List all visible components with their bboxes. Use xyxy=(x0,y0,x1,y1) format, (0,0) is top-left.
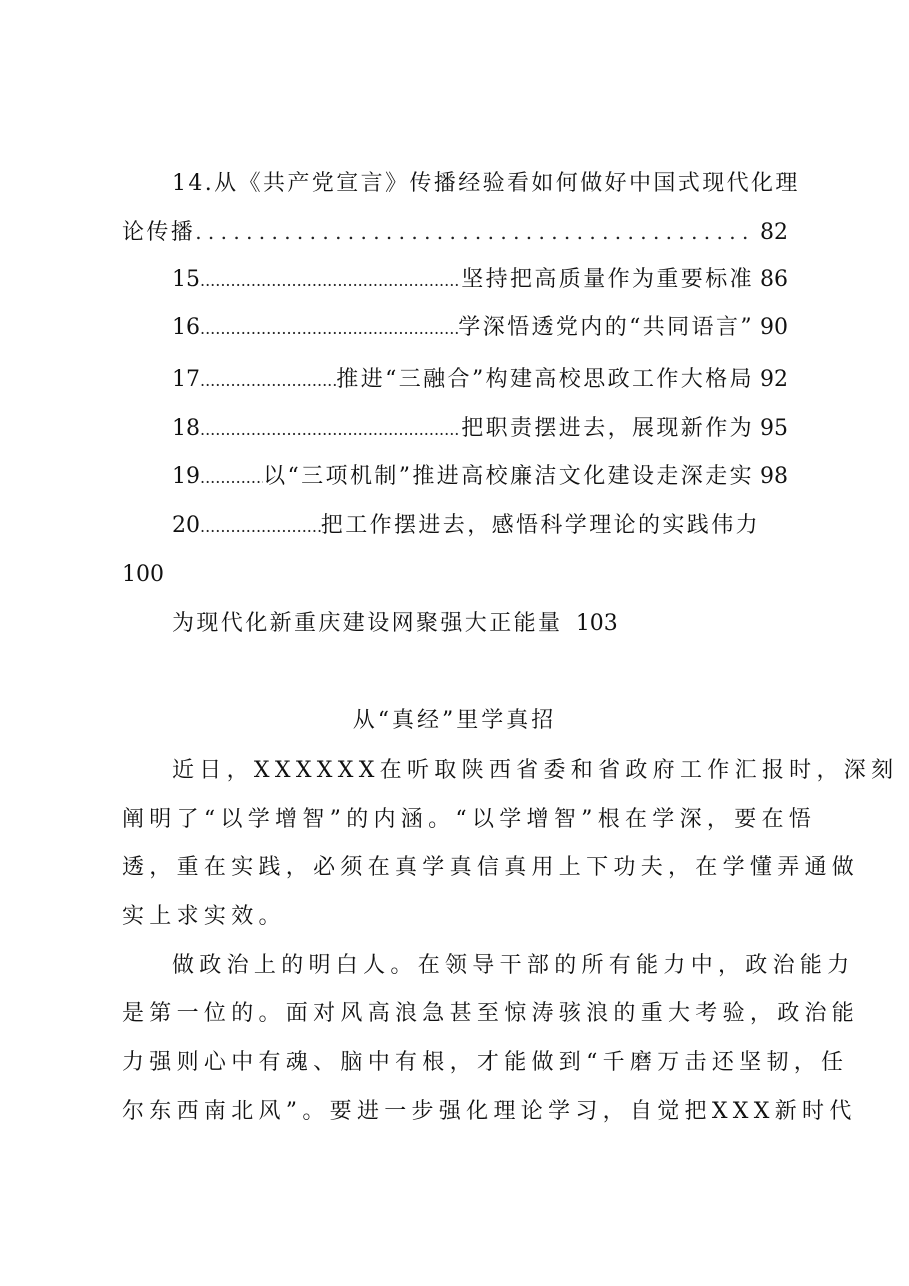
toc-leader-dots xyxy=(200,512,321,542)
toc-item-18-title: 把职责摆进去，展现新作为 xyxy=(461,416,754,441)
article-title: 从“真经”里学真招 xyxy=(352,708,557,733)
toc-item-15-page: 86 xyxy=(760,267,788,292)
toc-leader-dots xyxy=(200,366,336,396)
toc-item-21-page: 103 xyxy=(575,611,618,636)
toc-leader-dots xyxy=(200,266,461,296)
toc-item-15[interactable] xyxy=(172,265,788,296)
toc-item-19-title: 以“三项机制”推进高校廉洁文化建设走深走实 xyxy=(263,464,754,489)
toc-item-18[interactable] xyxy=(172,414,788,445)
toc-item-20-page-line xyxy=(122,560,788,590)
article-line-8: 尔东西南北风”。要进一步强化理论学习，自觉把XXX新时代 xyxy=(122,1099,857,1124)
toc-leader-dots xyxy=(195,217,754,249)
toc-leader-dots xyxy=(200,415,461,445)
article-line-3: 透，重在实践，必须在真学真信真用上下功夫，在学懂弄通做 xyxy=(122,855,860,880)
toc-item-21-title: 为现代化新重庆建设网聚强大正能量 xyxy=(172,611,563,636)
toc-item-17[interactable] xyxy=(172,365,788,396)
toc-item-17-page: 92 xyxy=(760,367,788,392)
toc-item-19[interactable] xyxy=(172,462,788,493)
toc-item-18-page: 95 xyxy=(760,416,788,441)
toc-item-16-number: 16 xyxy=(172,315,200,340)
article-line-1: 近日，XXXXXX在听取陕西省委和省政府工作汇报时，深刻 xyxy=(172,758,899,783)
toc-item-16-title: 学深悟透党内的“共同语言” xyxy=(458,315,754,340)
article-line-7: 力强则心中有魂、脑中有根，才能做到“千磨万击还坚韧，任 xyxy=(122,1050,849,1075)
toc-item-14-title: 14.从《共产党宣言》传播经验看如何做好中国式现代化理 xyxy=(172,171,800,196)
toc-item-20[interactable] xyxy=(172,511,760,542)
toc-item-18-number: 18 xyxy=(172,416,200,441)
article-line-6: 是第一位的。面对风高浪急甚至惊涛骇浪的重大考验，政治能 xyxy=(122,1001,860,1026)
toc-item-17-title: 推进“三融合”构建高校思政工作大格局 xyxy=(336,367,754,392)
toc-item-14-title-cont: 论传播 xyxy=(122,220,196,245)
toc-item-20-title: 把工作摆进去，感悟科学理论的实践伟力 xyxy=(320,513,760,538)
toc-item-15-number: 15 xyxy=(172,267,200,292)
toc-item-14-page: 82 xyxy=(760,220,788,245)
toc-item-19-page: 98 xyxy=(760,464,788,489)
article-line-2: 阐明了“以学增智”的内涵。“以学增智”根在学深，要在悟 xyxy=(122,807,817,832)
toc-item-14-line1[interactable] xyxy=(172,169,800,199)
article-line-5: 做政治上的明白人。在领导干部的所有能力中，政治能力 xyxy=(172,953,855,978)
toc-item-15-title: 坚持把高质量作为重要标准 xyxy=(461,267,754,292)
toc-item-20-page[interactable]: 100 xyxy=(122,562,164,587)
toc-item-16-page: 90 xyxy=(760,315,788,340)
toc-item-20-number: 20 xyxy=(172,513,200,538)
toc-item-17-number: 17 xyxy=(172,367,200,392)
toc-item-16[interactable] xyxy=(172,313,788,344)
article-line-4: 实上求实效。 xyxy=(122,904,286,929)
toc-item-19-number: 19 xyxy=(172,464,200,489)
toc-item-14-line2[interactable] xyxy=(122,217,788,249)
toc-leader-dots xyxy=(200,463,263,493)
toc-leader-dots xyxy=(200,314,458,344)
toc-item-21[interactable] xyxy=(172,609,788,639)
